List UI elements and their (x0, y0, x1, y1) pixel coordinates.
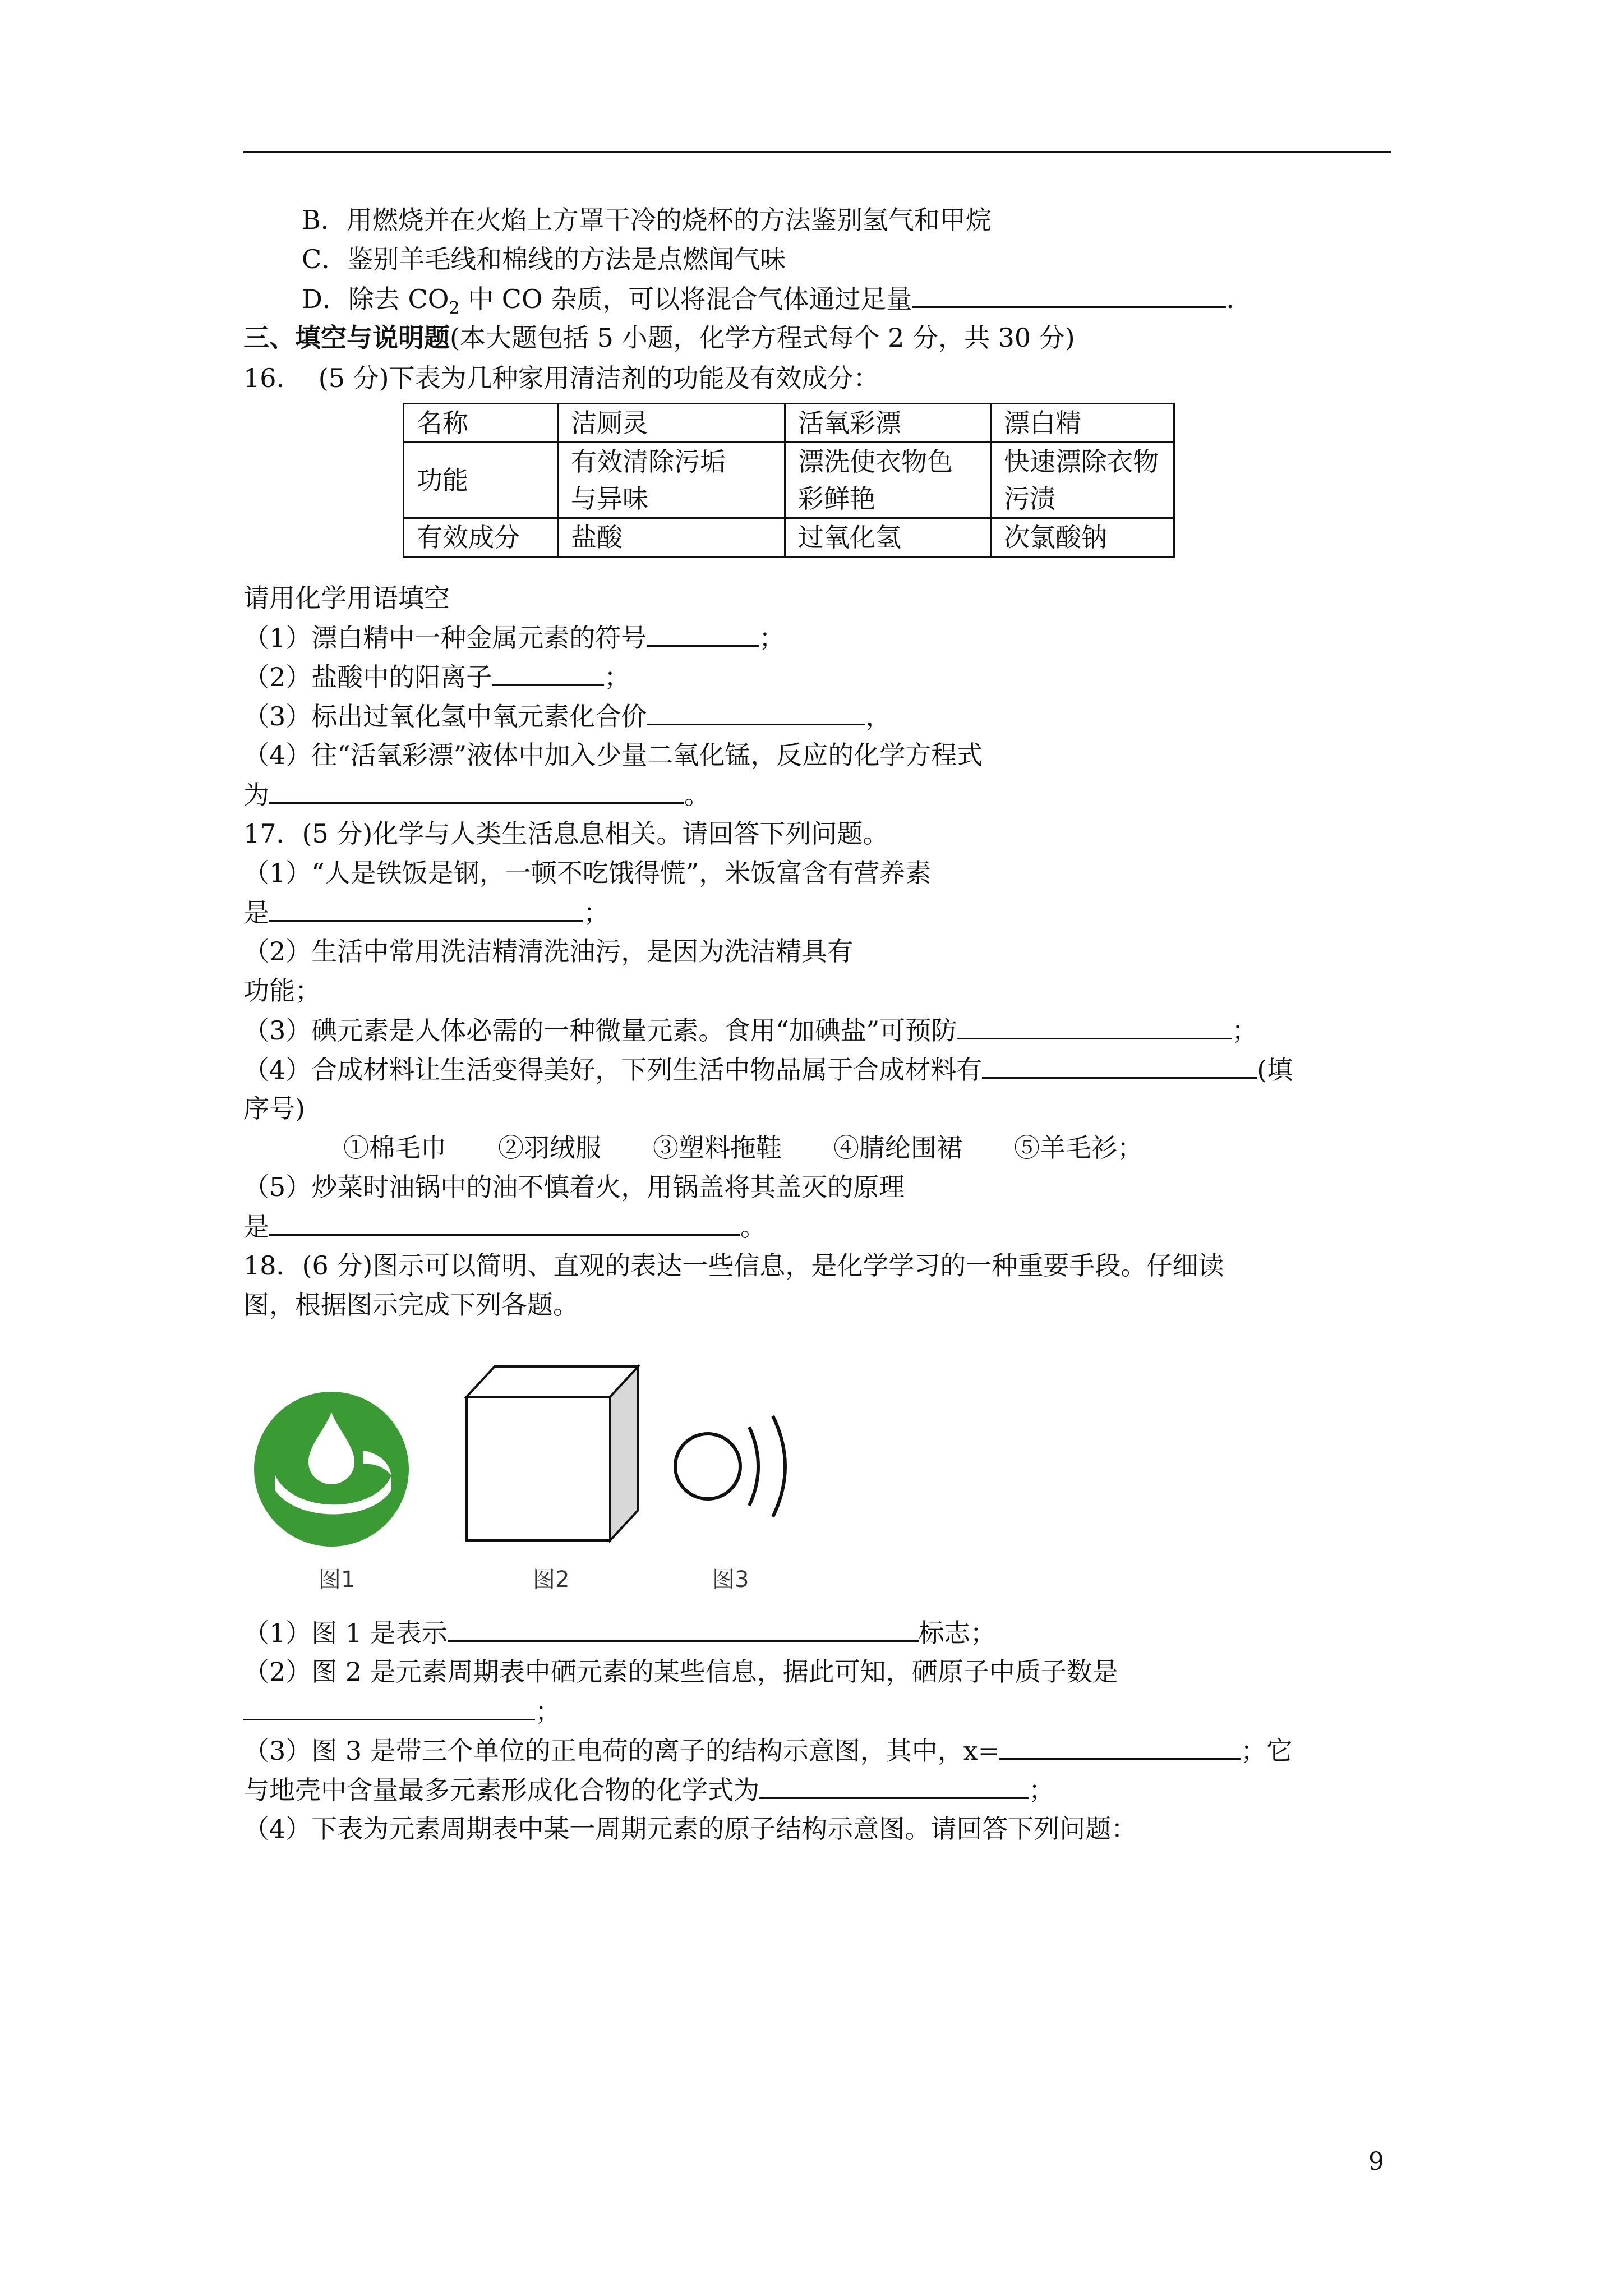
q18-part4: （4）下表为元素周期表中某一周期元素的原子结构示意图。请回答下列问题： (243, 1814, 1137, 1844)
section-note: (本大题包括 5 小题，化学方程式每个 2 分，共 30 分) (450, 323, 1075, 353)
table-row (404, 518, 1174, 557)
q17-part2: （2）生活中常用洗洁精清洗油污，是因为洗洁精具有 (243, 936, 854, 967)
answer-blank[interactable] (912, 282, 1226, 308)
table-row-label: 功能 (404, 443, 558, 518)
section-heading (243, 321, 1075, 355)
answer-blank[interactable] (647, 620, 759, 647)
table-header-cell: 洁厕灵 (558, 404, 785, 443)
q17-part1: （1）“人是铁饭是钢，一顿不吃饿得慌”，米饭富含有营养素 (243, 858, 932, 888)
q17-part2-cont: 功能； (243, 976, 321, 1006)
q16-part2-text: （2）盐酸中的阳离子 (243, 662, 492, 692)
answer-blank[interactable] (759, 1773, 1029, 1799)
table-cell: 盐酸 (558, 518, 785, 557)
q17-part4 (243, 1052, 1293, 1087)
q18-stem-cont: 图，根据图示完成下列各题。 (243, 1290, 579, 1320)
answer-blank[interactable] (269, 895, 583, 922)
table-header-cell: 漂白精 (991, 404, 1174, 443)
q17-part3-text: （3）碘元素是人体必需的一种微量元素。食用“加碘盐”可预防 (243, 1015, 957, 1046)
table-row (404, 404, 1174, 443)
section-title: 三、填空与说明题 (243, 323, 450, 353)
option-d-text: 中 CO 杂质，可以将混合气体通过足量 (459, 284, 912, 314)
table-header-cell: 名称 (404, 404, 558, 443)
option-b: B．用燃烧并在火焰上方罩干冷的烧杯的方法鉴别氢气和甲烷 (302, 205, 992, 235)
punct: ； (759, 623, 785, 653)
answer-blank[interactable] (982, 1052, 1257, 1079)
q17-part4-text: （4）合成材料让生活变得美好，下列生活中物品属于合成材料有 (243, 1055, 983, 1085)
q18-part3-cont (243, 1773, 1054, 1807)
q17-part4-cont: 序号) (243, 1093, 305, 1124)
table-row-label: 有效成分 (404, 518, 558, 557)
q16-part4-prefix: 为 (243, 780, 269, 810)
page-number: 9 (1368, 2147, 1384, 2176)
figure-3-caption: 图3 (712, 1567, 749, 1593)
water-saving-logo (252, 1390, 411, 1548)
q17-stem: 17．(5 分)化学与人类生活息息相关。请回答下列问题。 (243, 818, 889, 849)
q18-part3 (243, 1733, 1292, 1768)
q16-part3-text: （3）标出过氧化氢中氧元素化合价 (243, 701, 647, 731)
q18-part3-text: （3）图 3 是带三个单位的正电荷的离子的结构示意图，其中，x= (243, 1736, 1000, 1766)
q17-part1-cont (243, 895, 609, 930)
table-header-cell: 活氧彩漂 (785, 404, 991, 443)
punct: ， (865, 701, 892, 731)
option-d-prefix: D．除去 CO (302, 284, 449, 314)
figure-1-caption: 图1 (319, 1567, 356, 1593)
q17-part5-cont (243, 1209, 766, 1244)
q18-part2: （2）图 2 是元素周期表中硒元素的某些信息，据此可知，硒原子中质子数是 (243, 1657, 1118, 1687)
q18-part1-end: 标志； (918, 1618, 996, 1648)
co2-subscript: 2 (449, 298, 460, 319)
q16-intro: 请用化学用语填空 (243, 583, 450, 613)
answer-blank[interactable] (647, 699, 865, 725)
table-cell: 次氯酸钠 (991, 518, 1174, 557)
answer-blank[interactable] (957, 1013, 1232, 1039)
q16-part1 (243, 620, 785, 655)
table-cell: 过氧化氢 (785, 518, 991, 557)
answer-blank[interactable] (243, 1694, 535, 1720)
q18-part3-end: ；它 (1241, 1736, 1293, 1766)
answer-blank[interactable] (269, 777, 684, 804)
punct: 。 (740, 1212, 766, 1242)
q16-part4-cont (243, 777, 710, 812)
answer-blank[interactable] (269, 1209, 740, 1236)
table-cell: 快速漂除衣物污渍 (991, 443, 1174, 518)
punct: ； (535, 1696, 561, 1727)
q18-part1 (243, 1616, 996, 1650)
punct: ； (583, 898, 609, 928)
header-rule (243, 151, 1391, 153)
q18-stem: 18．(6 分)图示可以简明、直观的表达一些信息，是化学学习的一种重要手段。仔细读 (243, 1250, 1224, 1281)
q17-part5: （5）炒菜时油锅中的油不慎着火，用锅盖将其盖灭的原理 (243, 1172, 905, 1202)
q17-part1-prefix: 是 (243, 898, 269, 928)
punct: ； (1029, 1775, 1054, 1805)
punct: 。 (684, 780, 710, 810)
punct: ； (1232, 1015, 1258, 1046)
cleaner-table (403, 403, 1175, 558)
q16-part3 (243, 699, 891, 733)
answer-blank[interactable] (448, 1616, 919, 1642)
q17-items: ①棉毛巾 ②羽绒服 ③塑料拖鞋 ④腈纶围裙 ⑤羊毛衫； (343, 1133, 1143, 1163)
option-d (302, 282, 1234, 325)
q17-part5-prefix: 是 (243, 1212, 269, 1242)
figure-2-caption: 图2 (533, 1567, 570, 1593)
q17-part3 (243, 1013, 1257, 1047)
punct: (填 (1257, 1055, 1293, 1085)
q16-part2 (243, 660, 630, 694)
q16-part1-text: （1）漂白精中一种金属元素的符号 (243, 623, 647, 653)
q16-part4: （4）往“活氧彩漂”液体中加入少量二氧化锰，反应的化学方程式 (243, 740, 983, 770)
q18-part1-text: （1）图 1 是表示 (243, 1618, 448, 1648)
answer-blank[interactable] (999, 1733, 1241, 1760)
table-cell: 漂洗使衣物色彩鲜艳 (785, 443, 991, 518)
punct: ； (604, 662, 630, 692)
ion-structure-diagram (666, 1410, 806, 1522)
selenium-element-cell (463, 1363, 640, 1543)
option-d-end: . (1226, 284, 1234, 314)
q18-part3-cont-text: 与地壳中含量最多元素形成化合物的化学式为 (243, 1775, 759, 1805)
table-cell: 有效清除污垢与异味 (558, 443, 785, 518)
option-c: C．鉴别羊毛线和棉线的方法是点燃闻气味 (302, 244, 786, 274)
table-row (404, 443, 1174, 518)
q18-part2-cont (243, 1694, 561, 1728)
q16-stem: 16. (5 分)下表为几种家用清洁剂的功能及有效成分： (243, 363, 879, 393)
answer-blank[interactable] (492, 660, 604, 686)
